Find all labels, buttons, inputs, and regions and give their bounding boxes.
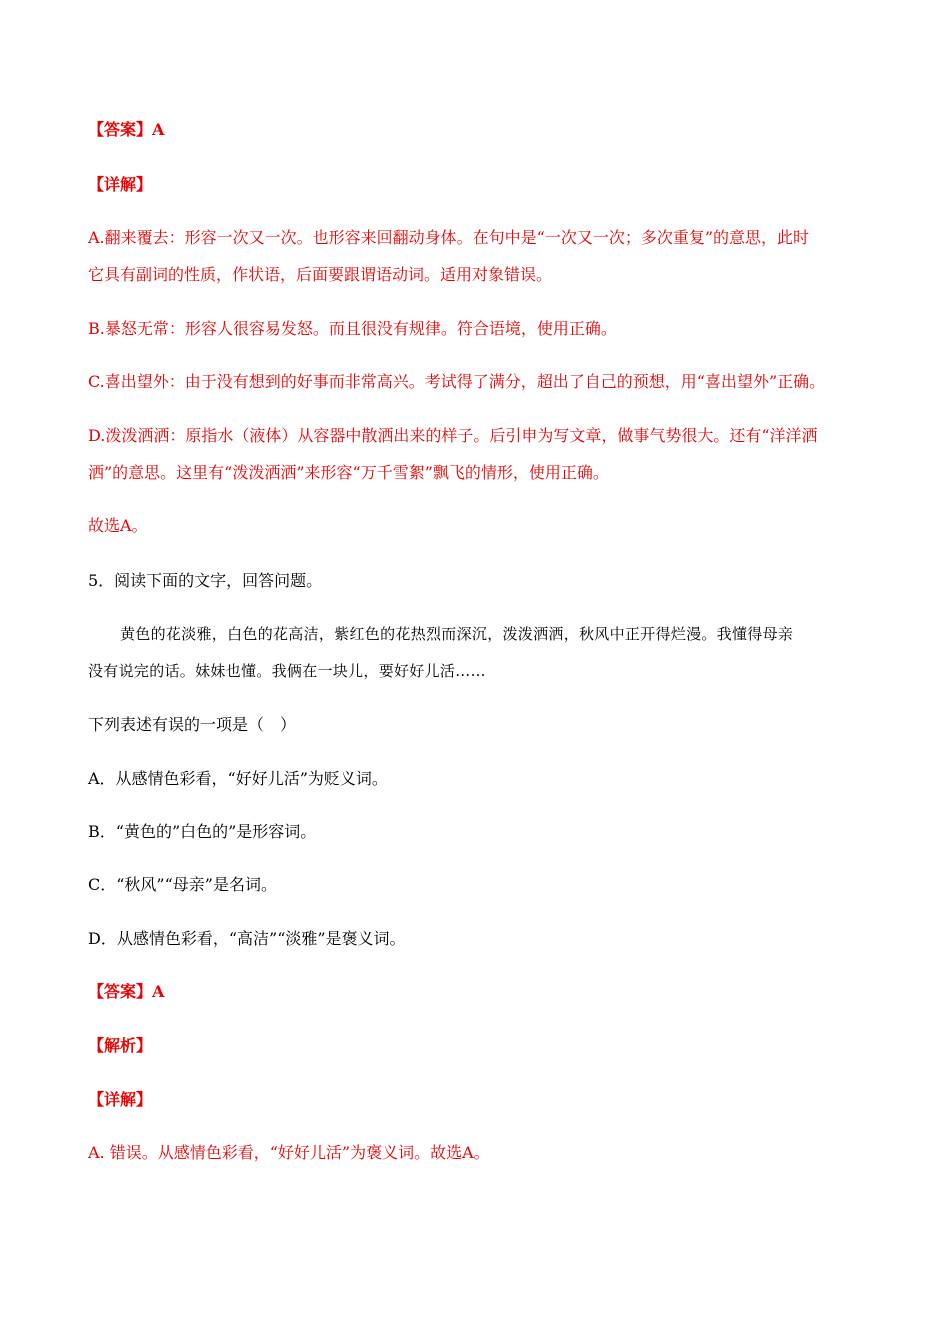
conclusion-1: 故选A。 bbox=[88, 516, 148, 535]
explanation-a-line2: 它具有副词的性质，作状语，后面要跟谓语动词。适用对象错误。 bbox=[88, 265, 553, 284]
detail-heading-1: 【详解】 bbox=[88, 175, 153, 194]
explanation-b: B.暴怒无常：形容人很容易发怒。而且很没有规律。符合语境，使用正确。 bbox=[88, 319, 617, 338]
passage-line1: 黄色的花淡雅，白色的花高洁，紫红色的花热烈而深沉，泼泼洒洒，秋风中正开得烂漫。我懂得母亲 bbox=[120, 625, 794, 643]
explanation-d-line2: 洒”的意思。这里有“泼泼洒洒”来形容“万千雪絮”飘飞的情形，使用正确。 bbox=[88, 463, 609, 482]
option-a: A．从感情色彩看，“好好儿活”为贬义词。 bbox=[88, 769, 388, 788]
option-d: D．从感情色彩看，“高洁”“淡雅”是褒义词。 bbox=[88, 929, 406, 948]
passage-line2: 没有说完的话。妹妹也懂。我俩在一块儿，要好好儿活…… bbox=[88, 662, 486, 680]
question-prompt: 下列表述有误的一项是（ ） bbox=[88, 715, 297, 734]
explanation-c: C.喜出望外：由于没有想到的好事而非常高兴。考试得了满分，超出了自己的预想，用“喜出望外”正确。 bbox=[88, 372, 826, 391]
answer-label-1: 【答案】A bbox=[88, 120, 165, 139]
option-b: B．“黄色的”白色的”是形容词。 bbox=[88, 822, 317, 841]
answer-label-2: 【答案】A bbox=[88, 982, 165, 1001]
analysis-heading: 【解析】 bbox=[88, 1036, 153, 1055]
explanation-2-a: A. 错误。从感情色彩看，“好好儿活”为褒义词。故选A。 bbox=[88, 1143, 490, 1162]
explanation-a-line1: A.翻来覆去：形容一次又一次。也形容来回翻动身体。在句中是“一次又一次；多次重复”的意思，此时 bbox=[88, 228, 810, 247]
option-c: C．“秋风”“母亲”是名词。 bbox=[88, 875, 277, 894]
question-5-stem: 5．阅读下面的文字，回答问题。 bbox=[88, 571, 323, 590]
explanation-d-line1: D.泼泼洒洒：原指水（液体）从容器中散洒出来的样子。后引申为写文章，做事气势很大。还有“洋洋洒 bbox=[88, 426, 818, 445]
detail-heading-2: 【详解】 bbox=[88, 1090, 153, 1109]
